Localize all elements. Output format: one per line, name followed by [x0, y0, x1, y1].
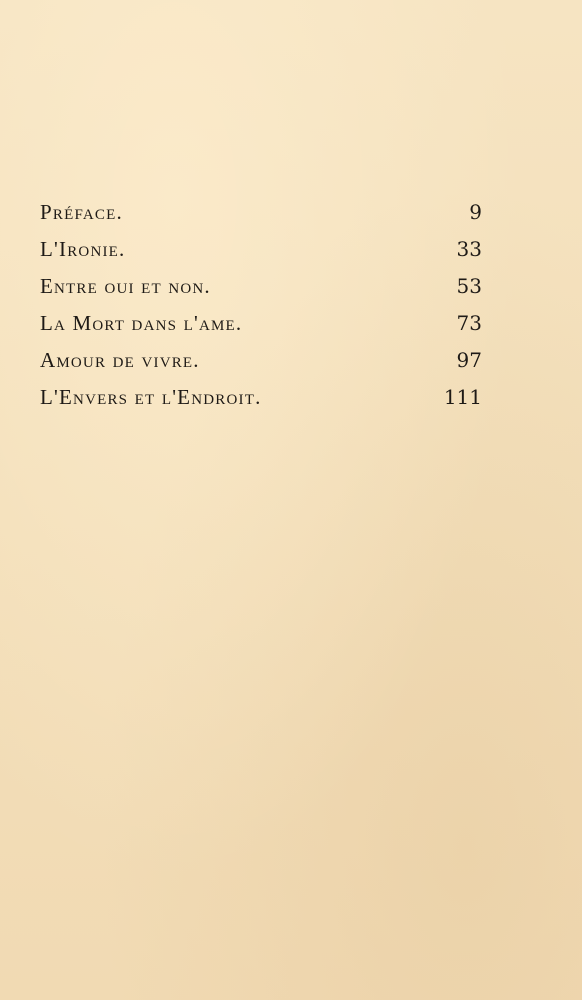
toc-entry-l-envers-et-l-endroit [40, 385, 482, 422]
toc-entry-page-number: 9 [469, 200, 482, 224]
table-of-contents [40, 200, 482, 422]
toc-entry-ironie [40, 237, 482, 274]
toc-entry-page-number: 53 [456, 274, 482, 298]
toc-entry-title: Préface. [40, 200, 123, 224]
toc-entry-page-number: 33 [456, 237, 482, 261]
toc-entry-title: La Mort dans l'ame. [40, 311, 243, 335]
toc-entry-page-number: 73 [456, 311, 482, 335]
toc-entry-la-mort-dans-l-ame [40, 311, 482, 348]
toc-entry-page-number: 111 [443, 385, 482, 409]
toc-entry-entre-oui-et-non [40, 274, 482, 311]
toc-entry-preface [40, 200, 482, 237]
toc-entry-title: L'Ironie. [40, 237, 126, 261]
toc-entry-title: Amour de vivre. [40, 348, 200, 372]
toc-entry-page-number: 97 [456, 348, 482, 372]
toc-entry-title: Entre oui et non. [40, 274, 211, 298]
toc-entry-amour-de-vivre [40, 348, 482, 385]
toc-entry-title: L'Envers et l'Endroit. [40, 385, 262, 409]
